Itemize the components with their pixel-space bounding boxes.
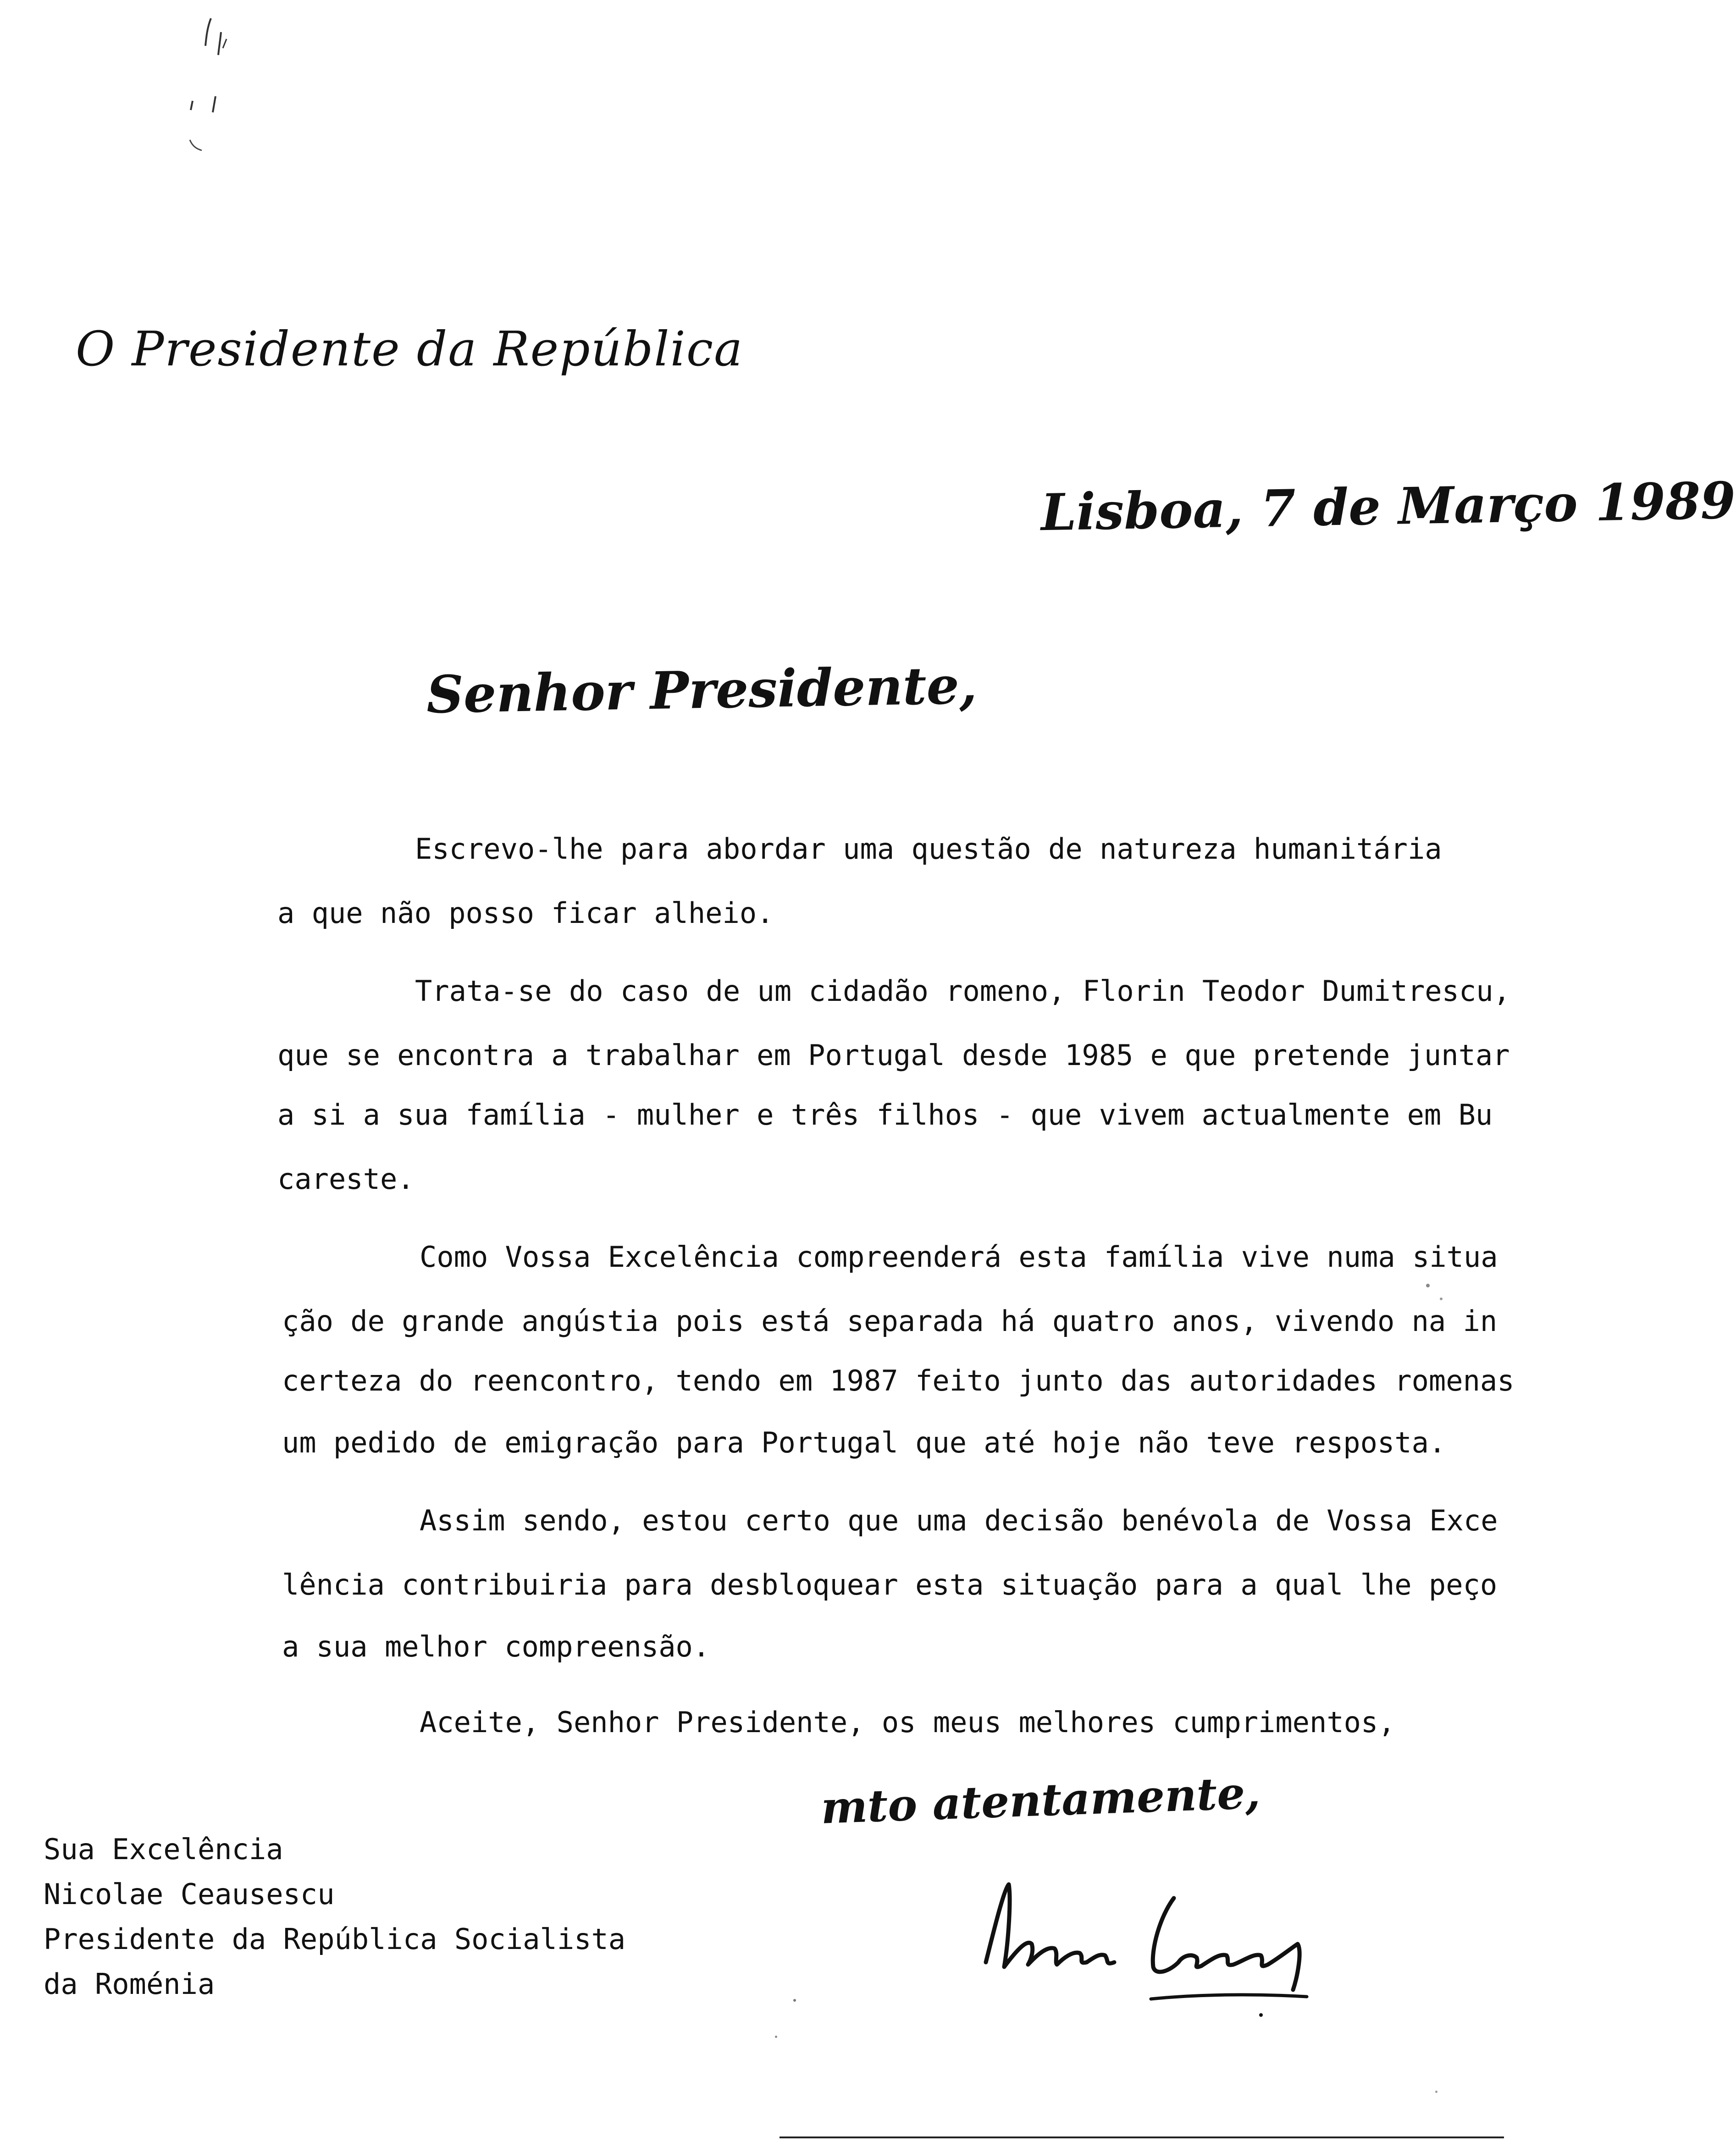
paper-speck [775, 2036, 777, 2038]
handwritten-date: Lisboa, 7 de Março 1989 [1040, 470, 1736, 542]
body-line: Aceite, Senhor Presidente, os meus melhores cumprimentos, [420, 1706, 1395, 1739]
signature [977, 1871, 1325, 2017]
body-line: a sua melhor compreensão. [282, 1630, 710, 1663]
archive-pencil-marks [179, 14, 271, 160]
body-line: Escrevo-lhe para abordar uma questão de natureza humanitária [415, 832, 1442, 866]
body-line: ção de grande angústia pois está separada há quatro anos, vivendo na in [282, 1304, 1498, 1338]
body-line: careste. [277, 1162, 415, 1196]
body-line: a si a sua família - mulher e três filhos - que vivem actualmente em Bu [277, 1098, 1493, 1132]
letterhead: O Presidente da República [76, 321, 744, 377]
page-edge-line [780, 2136, 1504, 2138]
body-line: Assim sendo, estou certo que uma decisão benévola de Vossa Exce [420, 1504, 1498, 1537]
paper-speck [1426, 1284, 1430, 1287]
handwritten-salutation: Senhor Presidente, [426, 655, 978, 725]
paper-speck [1440, 1297, 1443, 1300]
body-line: certeza do reencontro, tendo em 1987 feito junto das autoridades romenas [282, 1364, 1515, 1397]
body-line: Como Vossa Excelência compreenderá esta família vive numa situa [420, 1240, 1498, 1274]
paper-speck [793, 1999, 796, 2002]
addressee-line: Presidente da República Socialista [44, 1922, 626, 1956]
body-line: a que não posso ficar alheio. [277, 896, 774, 930]
addressee-line: Sua Excelência [44, 1833, 283, 1866]
handwritten-closing: mto atentamente, [820, 1767, 1261, 1834]
addressee-line: da Roménia [44, 1967, 215, 2001]
body-line: que se encontra a trabalhar em Portugal desde 1985 e que pretende juntar [277, 1038, 1510, 1072]
body-line: um pedido de emigração para Portugal que até hoje não teve resposta. [282, 1426, 1446, 1459]
body-line: lência contribuiria para desbloquear esta situação para a qual lhe peço [282, 1568, 1498, 1601]
addressee-line: Nicolae Ceausescu [44, 1877, 335, 1911]
addressee-block [44, 1827, 625, 2007]
paper-speck [1435, 2091, 1437, 2093]
body-line: Trata-se do caso de um cidadão romeno, Florin Teodor Dumitrescu, [415, 974, 1510, 1008]
